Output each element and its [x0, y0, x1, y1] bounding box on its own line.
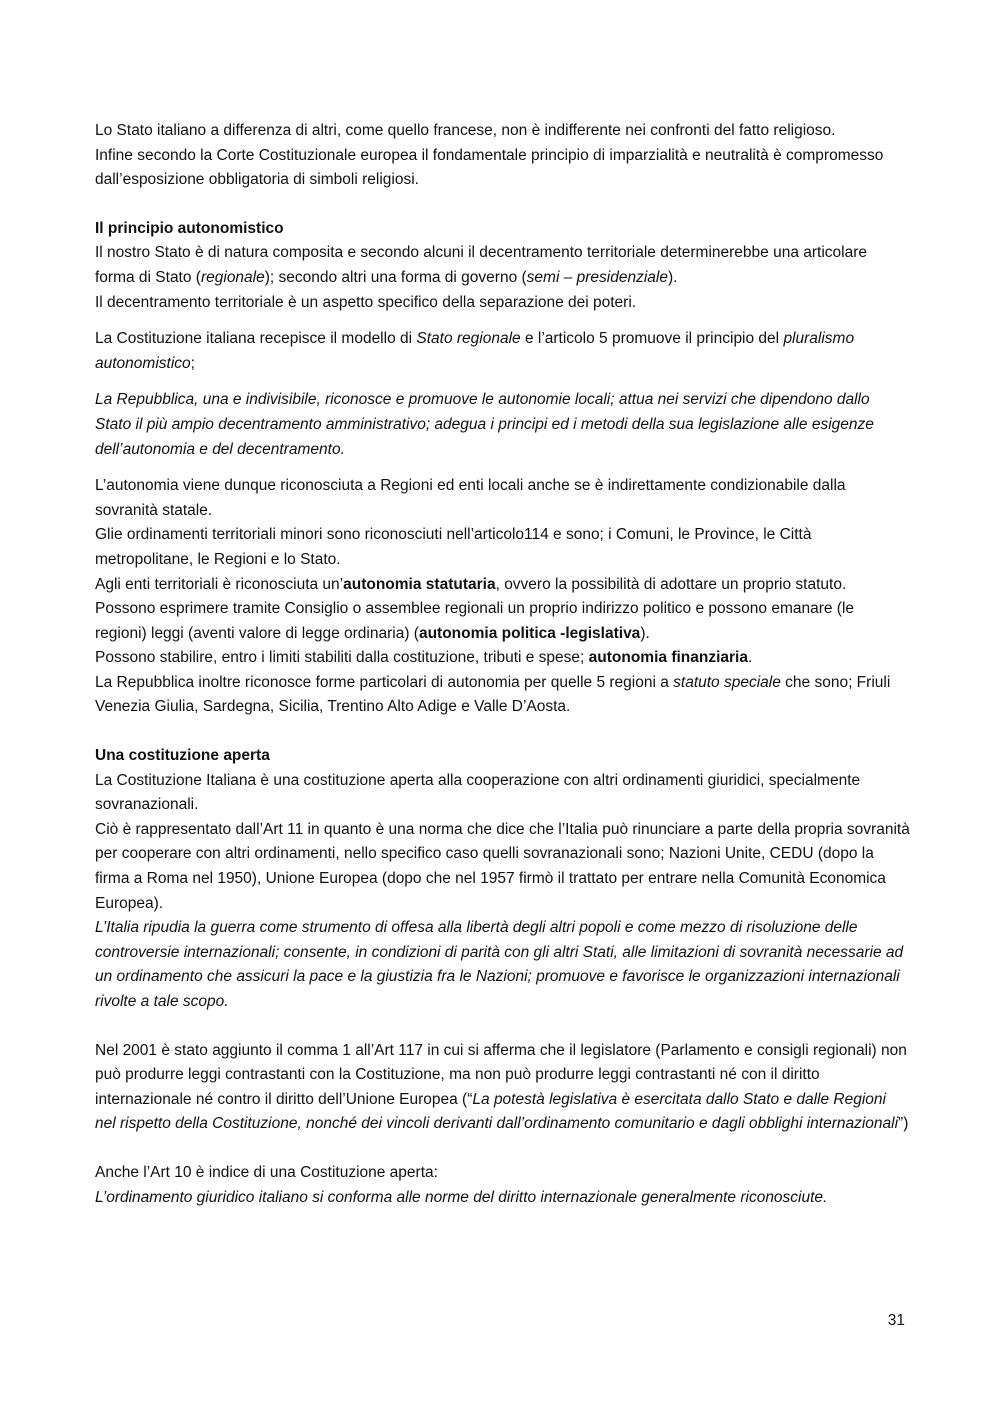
paragraph: Il decentramento territoriale è un aspetto specifico della separazione dei poteri. — [95, 293, 637, 311]
section-heading-aperta: Una costituzione aperta — [95, 747, 270, 765]
paragraph: Lo Stato italiano a differenza di altri, come quello francese, non è indifferente nei confronti del fatto religioso. — [95, 122, 836, 139]
document-page — [95, 119, 910, 1210]
paragraph: Possono stabilire, entro i limiti stabiliti dalla costituzione, tributi e spese; autonomia finanziaria. — [95, 649, 753, 667]
paragraph: Nel 2001 è stato aggiunto il comma 1 all’Art 117 in cui si afferma che il legislatore (Parlamento e consigli regionali) non può produrre leggi contrastanti con la Costituzione, ma non può produrre leggi contrastanti né con il diritto internazionale né contro il diritto dell’Unione Europea (“La potestà legislativa è esercitata dallo Stato e dalle Regioni nel rispetto della Costituzione, nonché dei vincoli derivanti dall’ordinamento comunitario e dagli obblighi internazionali”) — [95, 1041, 909, 1133]
paragraph: La Costituzione italiana recepisce il modello di Stato regionale e l’articolo 5 promuove il principio del pluralismo autonomistico; — [95, 330, 855, 372]
paragraph: Infine secondo la Corte Costituzionale europea il fondamentale principio di imparzialità e neutralità è compromesso dall’esposizione obbligatoria di simboli religiosi. — [95, 146, 884, 189]
paragraph: L’autonomia viene dunque riconosciuta a Regioni ed enti locali anche se è indirettamente condizionabile dalla sovranità statale. — [95, 477, 846, 519]
paragraph: La Costituzione Italiana è una costituzione aperta alla cooperazione con altri ordinamenti giuridici, specialmente sovranazionali. — [95, 771, 861, 814]
paragraph: Il nostro Stato è di natura composita e secondo alcuni il decentramento territoriale determinerebbe una articolare forma di Stato (regionale); secondo altri una forma di governo (semi – presidenziale). — [95, 244, 867, 286]
quote-article-10: L’ordinamento giuridico italiano si conforma alle norme del diritto internazionale generalmente riconosciute. — [95, 1188, 828, 1206]
page-number: 31 — [887, 1312, 905, 1329]
section-heading-autonomistico: Il principio autonomistico — [95, 219, 284, 237]
paragraph: Ciò è rappresentato dall’Art 11 in quanto è una norma che dice che l’Italia può rinunciare a parte della propria sovranità per cooperare con altri ordinamenti, nello specifico caso quelli sovranazionali sono; Nazioni Unite, CEDU (dopo la firma a Roma nel 1950), Unione Europea (dopo che nel 1957 firmò il trattato per entrare nella Comunità Economica Europea). — [95, 820, 910, 912]
quote-article-5: La Repubblica, una e indivisibile, riconosce e promuove le autonomie locali; attua nei servizi che dipendono dallo Stato il più ampio decentramento amministrativo; adegua i principi ed i metodi della sua legislazione alle esigenze dell’autonomia e del decentramento. — [95, 391, 874, 458]
paragraph: Anche l’Art 10 è indice di una Costituzione aperta: — [95, 1163, 438, 1181]
paragraph: Glie ordinamenti territoriali minori sono riconosciuti nell’articolo114 e sono; i Comuni, le Province, le Città metropolitane, le Regioni e lo Stato. — [95, 526, 812, 568]
quote-article-11: L’Italia ripudia la guerra come strumento di offesa alla libertà degli altri popoli e come mezzo di risoluzione delle controversie internazionali; consente, in condizioni di parità con gli altri Stati, alle limitazioni di sovranità necessarie ad un ordinamento che assicuri la pace e la giustizia fra le Nazioni; promuove e favorisce le organizzazioni internazionali rivolte a tale scopo. — [95, 919, 904, 1010]
paragraph: Agli enti territoriali è riconosciuta un’autonomia statutaria, ovvero la possibilità di adottare un proprio statuto. — [95, 575, 847, 593]
paragraph: La Repubblica inoltre riconosce forme particolari di autonomia per quelle 5 regioni a statuto speciale che sono; Friuli Venezia Giulia, Sardegna, Sicilia, Trentino Alto Adige e Valle D’Aosta. — [95, 673, 891, 716]
paragraph: Possono esprimere tramite Consiglio o assemblee regionali un proprio indirizzo politico e possono emanare (le regioni) leggi (aventi valore di legge ordinaria) (autonomia politica -legislativa). — [95, 600, 855, 642]
